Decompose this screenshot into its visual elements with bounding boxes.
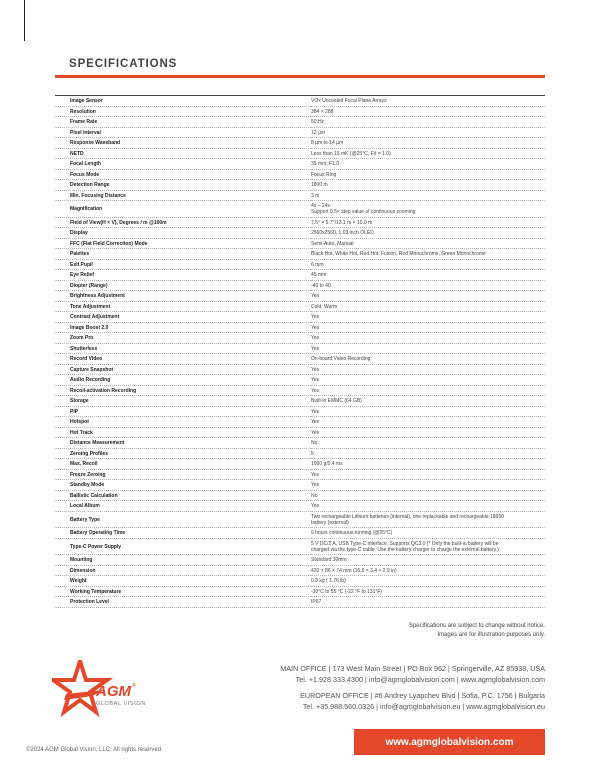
spec-value-line: 1000 g/0.4 ms xyxy=(311,461,343,467)
spec-value xyxy=(311,375,545,386)
spec-label: Hot Track xyxy=(55,427,311,438)
spec-row xyxy=(55,249,545,260)
spec-row xyxy=(55,322,545,333)
spec-row xyxy=(55,375,545,386)
spec-label: Standby Mode xyxy=(55,480,311,491)
spec-row xyxy=(55,159,545,170)
spec-value xyxy=(311,138,545,149)
spec-row xyxy=(55,469,545,480)
spec-value-line: 3 m xyxy=(311,192,320,199)
spec-value-line: 2560x2560, 1.03 inch OLED xyxy=(311,230,374,236)
spec-label: Brightness Adjustment xyxy=(55,291,311,302)
spec-value-line: -30°C to 55 °C (-22 °F to 131°F) xyxy=(311,588,383,595)
spec-value-line: 420 × 86 × 74 mm (16.5 × 3.4 × 2.9 in) xyxy=(311,567,397,574)
disclaimer-line-1: Specifications are subject to change without notice. xyxy=(408,623,545,629)
main-office-contact: Tel. +1.928.333.4300 | info@agmglobalvision.com | www.agmglobalvision.com xyxy=(295,675,545,684)
spec-value-line: Yes xyxy=(311,366,320,373)
spec-value-line: Yes xyxy=(311,503,320,509)
spec-value xyxy=(311,249,545,260)
spec-label: Battery Operating Time xyxy=(55,528,311,539)
spec-value xyxy=(311,228,545,239)
spec-row xyxy=(55,597,545,608)
spec-label: Focus Mode xyxy=(55,169,311,180)
spec-value-line: 5 xyxy=(311,450,314,457)
spec-value-line: Yes xyxy=(311,471,320,478)
spec-row xyxy=(55,354,545,365)
european-office-address: EUROPEAN OFFICE | #6 Andrey Lyapchev Blvd | Sofia, P.C. 1756 | Bulgaria xyxy=(300,691,545,700)
spec-value xyxy=(311,501,545,512)
spec-label: Field of View(H × V), Degrees / m @100m xyxy=(55,217,311,228)
spec-value xyxy=(311,291,545,302)
spec-value xyxy=(311,201,545,218)
spec-row xyxy=(55,586,545,597)
spec-row xyxy=(55,490,545,501)
spec-value xyxy=(311,148,545,159)
spec-value xyxy=(311,117,545,128)
spec-row xyxy=(55,364,545,375)
spec-row xyxy=(55,270,545,281)
spec-row xyxy=(55,117,545,128)
spec-value xyxy=(311,280,545,291)
spec-value-line: Yes xyxy=(311,377,320,383)
spec-value-line: Black Hot, White Hot, Red Hot, Fusion, Red Monochrome, Green Monochrome xyxy=(311,251,486,257)
spec-label: Battery Type xyxy=(55,511,311,528)
european-office-block xyxy=(300,690,545,712)
spec-label: Ballistic Calculation xyxy=(55,490,311,501)
page-edge-line xyxy=(24,0,25,41)
spec-row xyxy=(55,417,545,428)
spec-value xyxy=(311,538,545,555)
spec-value-line: 50 Hz xyxy=(311,119,325,125)
spec-value-line: Built-in EMMC (64 GB) xyxy=(311,398,362,404)
spec-label: Eye Relief xyxy=(55,270,311,281)
spec-value-line: Standard 30mm xyxy=(311,557,347,563)
spec-value xyxy=(311,169,545,180)
european-office-contact: Tel. +35.988.560.0326 | info@agmglobalvision.eu | www.agmglobalvision.eu xyxy=(302,702,545,711)
spec-value-line: 1800 m xyxy=(311,182,328,188)
agm-logo xyxy=(52,660,168,720)
spec-value xyxy=(311,597,545,608)
spec-value xyxy=(311,127,545,138)
spec-label: Shutterless xyxy=(55,343,311,354)
spec-value-line: Yes xyxy=(311,482,320,488)
spec-value-line: Yes xyxy=(311,345,320,352)
spec-label: Min. Focusing Distance xyxy=(55,190,311,201)
spec-value-line: Yes xyxy=(311,408,320,415)
spec-label: Diopter (Range) xyxy=(55,280,311,291)
spec-label: FFC (Flat Field Correction) Mode xyxy=(55,238,311,249)
spec-value xyxy=(311,396,545,407)
spec-row xyxy=(55,127,545,138)
spec-row xyxy=(55,459,545,470)
spec-value xyxy=(311,217,545,228)
spec-label: Hotspot xyxy=(55,417,311,428)
spec-label: Image Boost 2.0 xyxy=(55,322,311,333)
spec-label: Image Sensor xyxy=(55,96,311,107)
spec-row xyxy=(55,96,545,107)
spec-label: Magnification xyxy=(55,201,311,218)
spec-value xyxy=(311,417,545,428)
spec-value-line: Yes xyxy=(311,429,320,436)
spec-value-line: Yes xyxy=(311,293,320,299)
spec-row xyxy=(55,538,545,555)
spec-label: Exit Pupil xyxy=(55,259,311,270)
spec-value xyxy=(311,343,545,354)
website-link[interactable]: www.agmglobalvision.com xyxy=(354,729,545,755)
spec-value xyxy=(311,490,545,501)
spec-row xyxy=(55,511,545,528)
spec-row xyxy=(55,138,545,149)
disclaimer-note xyxy=(409,622,545,640)
spec-row xyxy=(55,385,545,396)
spec-row xyxy=(55,180,545,191)
spec-row xyxy=(55,396,545,407)
spec-label: Zeroing Profiles xyxy=(55,448,311,459)
spec-row xyxy=(55,343,545,354)
spec-value xyxy=(311,354,545,365)
spec-label: Frame Rate xyxy=(55,117,311,128)
spec-value-line: IP67 xyxy=(311,599,322,605)
spec-label: Response Waveband xyxy=(55,138,311,149)
logo-registered-mark: ® xyxy=(132,683,136,689)
spec-label: Mounting xyxy=(55,555,311,566)
spec-value-line: Semi-Auto, Manual xyxy=(311,240,354,247)
spec-value-line: No xyxy=(311,492,318,499)
spec-value-line: 12 µm xyxy=(311,129,325,136)
spec-row xyxy=(55,333,545,344)
spec-row xyxy=(55,190,545,201)
spec-row xyxy=(55,301,545,312)
spec-value-line: 384 × 288 xyxy=(311,108,334,115)
spec-row xyxy=(55,259,545,270)
spec-label: PIP xyxy=(55,406,311,417)
spec-value-line: Yes xyxy=(311,324,320,331)
spec-value-line: -40 to 40 xyxy=(311,282,331,289)
spec-value xyxy=(311,459,545,470)
spec-value xyxy=(311,312,545,323)
spec-value xyxy=(311,406,545,417)
spec-row xyxy=(55,280,545,291)
spec-value xyxy=(311,333,545,344)
spec-label: Type-C Power Supply xyxy=(55,538,311,555)
spec-label: Distance Measurement xyxy=(55,438,311,449)
spec-value-line: No xyxy=(311,440,318,446)
spec-value xyxy=(311,528,545,539)
spec-value-line: Yes xyxy=(311,335,320,341)
spec-value xyxy=(311,511,545,528)
spec-value-line: Focus Ring xyxy=(311,171,337,178)
page-title: SPECIFICATIONS xyxy=(69,58,178,70)
spec-row xyxy=(55,448,545,459)
spec-label: Weight xyxy=(55,576,311,587)
spec-label: NETD xyxy=(55,148,311,159)
spec-value-line: Two rechargeable Lithium batteries (internal), one replaceable and rechargeable 18650 xyxy=(311,513,504,520)
spec-row xyxy=(55,291,545,302)
spec-label: Freeze Zeroing xyxy=(55,469,311,480)
copyright-text: ©2024 AGM Global Vision, LLC. All rights reserved. xyxy=(26,747,163,753)
spec-value xyxy=(311,106,545,117)
spec-label: Working Temperature xyxy=(55,586,311,597)
spec-row xyxy=(55,406,545,417)
specifications-table xyxy=(55,95,545,608)
spec-value xyxy=(311,159,545,170)
spec-row xyxy=(55,555,545,566)
spec-row xyxy=(55,217,545,228)
spec-value xyxy=(311,238,545,249)
spec-row xyxy=(55,312,545,323)
spec-row xyxy=(55,169,545,180)
spec-value xyxy=(311,190,545,201)
spec-value xyxy=(311,427,545,438)
spec-label: Tone Adjustment xyxy=(55,301,311,312)
spec-value xyxy=(311,270,545,281)
spec-row xyxy=(55,438,545,449)
spec-row xyxy=(55,528,545,539)
spec-label: Dimension xyxy=(55,565,311,576)
spec-value xyxy=(311,180,545,191)
spec-value-line: 5 V DC/2 A, USB Type-C interface, Supports QC3.0 (* Only the built-in battery will be xyxy=(311,540,499,547)
spec-value xyxy=(311,576,545,587)
spec-value xyxy=(311,438,545,449)
spec-label: Zoom Pro xyxy=(55,333,311,344)
spec-value xyxy=(311,448,545,459)
spec-row xyxy=(55,480,545,491)
spec-value-line: 35 mm, F1.0 xyxy=(311,161,340,167)
spec-value-line-2: battery (external) xyxy=(311,519,349,526)
spec-value-line: VOx Uncooled Focal Plane Arrays xyxy=(311,98,387,104)
spec-label: Recoil-activation Recording xyxy=(55,385,311,396)
spec-label: Display xyxy=(55,228,311,239)
spec-row xyxy=(55,427,545,438)
spec-label: Protection Level xyxy=(55,597,311,608)
spec-value-line: 7.5° × 5.7°/13.1 m × 10.0 m xyxy=(311,219,373,226)
spec-value xyxy=(311,469,545,480)
spec-value-line-2: Support 0.5× step value of continuous zooming xyxy=(311,209,416,215)
spec-label: Focal Length xyxy=(55,159,311,170)
spec-row xyxy=(55,228,545,239)
spec-value-line: Yes xyxy=(311,387,320,394)
spec-value-line: Yes xyxy=(311,419,320,425)
spec-value xyxy=(311,555,545,566)
spec-value-line: 9 hours continuous running (@25°C) xyxy=(311,530,393,536)
spec-label: Local Album xyxy=(55,501,311,512)
spec-value-line: 8 µm to 14 µm xyxy=(311,140,344,146)
spec-label: Palettes xyxy=(55,249,311,260)
spec-value xyxy=(311,385,545,396)
spec-value-line: 45 mm xyxy=(311,272,327,278)
spec-label: Resolution xyxy=(55,106,311,117)
spec-value xyxy=(311,259,545,270)
spec-row xyxy=(55,106,545,117)
disclaimer-line-2: Images are for illustration purposes only. xyxy=(437,632,545,638)
spec-row xyxy=(55,576,545,587)
spec-value-line: 0.8 kg ( 1.76 lb) xyxy=(311,578,346,584)
spec-value xyxy=(311,301,545,312)
spec-row xyxy=(55,201,545,218)
spec-value-line: 6 mm xyxy=(311,261,324,268)
main-office-block xyxy=(280,663,545,685)
spec-value-line: On-board Video Recording xyxy=(311,356,371,362)
spec-label: Record Video xyxy=(55,354,311,365)
spec-value xyxy=(311,565,545,576)
spec-label: Pixel Interval xyxy=(55,127,311,138)
spec-row xyxy=(55,238,545,249)
spec-row xyxy=(55,501,545,512)
spec-value xyxy=(311,322,545,333)
spec-value-line-2: charged via the type-C cable. Use the battery charger to charge the external battery.) xyxy=(311,546,499,553)
logo-tagline-text: GLOBAL VISION xyxy=(96,701,146,707)
spec-value-line: Yes xyxy=(311,314,320,320)
spec-value xyxy=(311,586,545,597)
spec-value-line: Less than 15 mK (@25°C, F# = 1.0) xyxy=(311,150,391,157)
title-underline xyxy=(55,75,545,78)
spec-label: Capture Snapshot xyxy=(55,364,311,375)
spec-row xyxy=(55,565,545,576)
spec-value xyxy=(311,480,545,491)
spec-value xyxy=(311,96,545,107)
spec-label: Contrast Adjustment xyxy=(55,312,311,323)
spec-label: Storage xyxy=(55,396,311,407)
spec-label: Detection Range xyxy=(55,180,311,191)
spec-label: Audio Recording xyxy=(55,375,311,386)
spec-value-line: Cold, Warm xyxy=(311,303,338,310)
spec-value xyxy=(311,364,545,375)
spec-label: Max. Recoil xyxy=(55,459,311,470)
spec-value-line: 4x – 24x xyxy=(311,203,330,209)
main-office-address: MAIN OFFICE | 173 West Main Street | PO Box 962 | Springerville, AZ 85938, USA xyxy=(280,664,545,673)
spec-row xyxy=(55,148,545,159)
logo-brand-text: AGM xyxy=(96,683,131,700)
